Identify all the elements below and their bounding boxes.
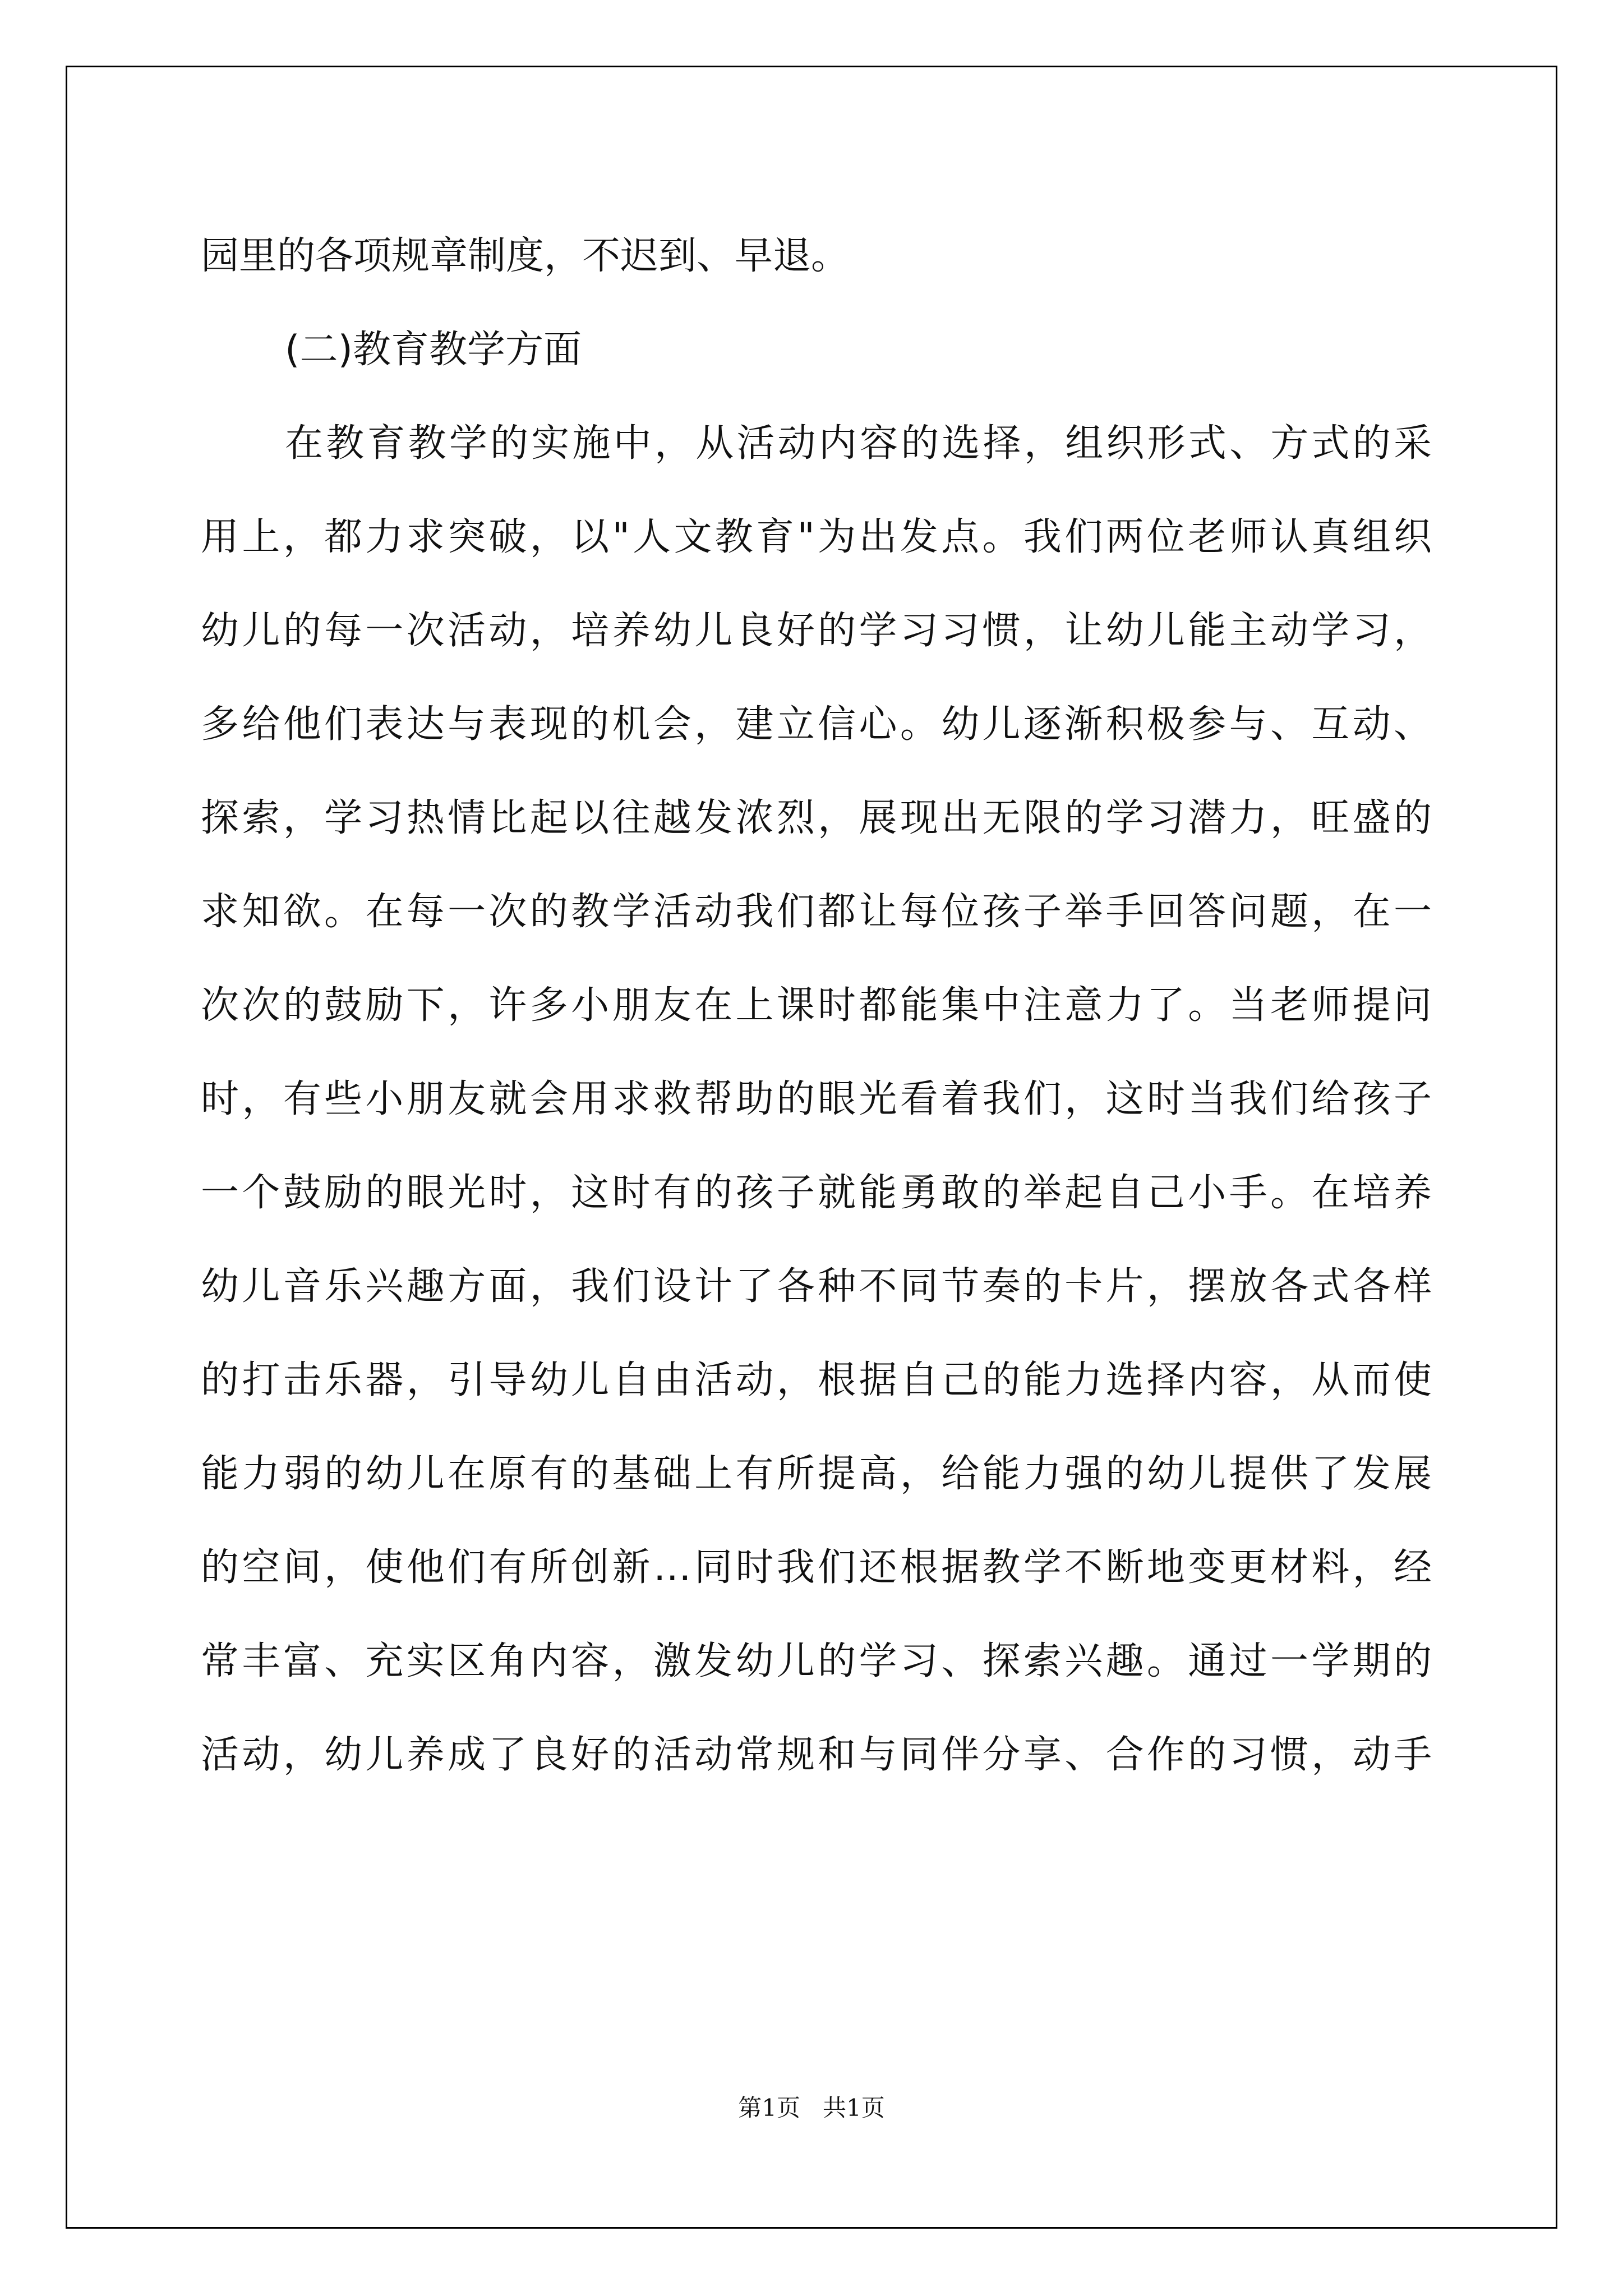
- text-line: 活动，幼儿养成了良好的活动常规和与同伴分享、合作的习惯，动手: [201, 1733, 1432, 1777]
- text-line: 时，有些小朋友就会用求救帮助的眼光看着我们，这时当我们给孩子: [201, 1077, 1432, 1121]
- text-line: 幼儿音乐兴趣方面，我们设计了各种不同节奏的卡片，摆放各式各样: [201, 1264, 1432, 1309]
- text-line: 求知欲。在每一次的教学活动我们都让每位孩子举手回答问题，在一: [201, 890, 1432, 934]
- text-line: 常丰富、充实区角内容，激发幼儿的学习、探索兴趣。通过一学期的: [201, 1639, 1432, 1683]
- text-line: 的空间，使他们有所创新…同时我们还根据教学不断地变更材料，经: [201, 1545, 1432, 1590]
- document-body: [201, 209, 1432, 1802]
- text-line: 的打击乐器，引导幼儿自由活动，根据自己的能力选择内容，从而使: [201, 1358, 1432, 1402]
- text-line: 在教育教学的实施中，从活动内容的选择，组织形式、方式的采: [285, 421, 1432, 466]
- text-line: 能力弱的幼儿在原有的基础上有所提高，给能力强的幼儿提供了发展: [201, 1452, 1432, 1496]
- text-line: 用上，都力求突破，以"人文教育"为出发点。我们两位老师认真组织: [201, 515, 1432, 559]
- text-line: 多给他们表达与表现的机会，建立信心。幼儿逐渐积极参与、互动、: [201, 702, 1432, 747]
- text-line: 幼儿的每一次活动，培养幼儿良好的学习习惯，让幼儿能主动学习，: [201, 609, 1432, 653]
- section-heading: (二)教育教学方面: [285, 328, 582, 372]
- text-line: 次次的鼓励下，许多小朋友在上课时都能集中注意力了。当老师提问: [201, 983, 1432, 1028]
- text-line: 一个鼓励的眼光时，这时有的孩子就能勇敢的举起自己小手。在培养: [201, 1171, 1432, 1215]
- text-line: 探索，学习热情比起以往越发浓烈，展现出无限的学习潜力，旺盛的: [201, 796, 1432, 840]
- page-number-footer: 第1页 共1页: [738, 2094, 885, 2122]
- text-line: 园里的各项规章制度，不迟到、早退。: [201, 234, 850, 278]
